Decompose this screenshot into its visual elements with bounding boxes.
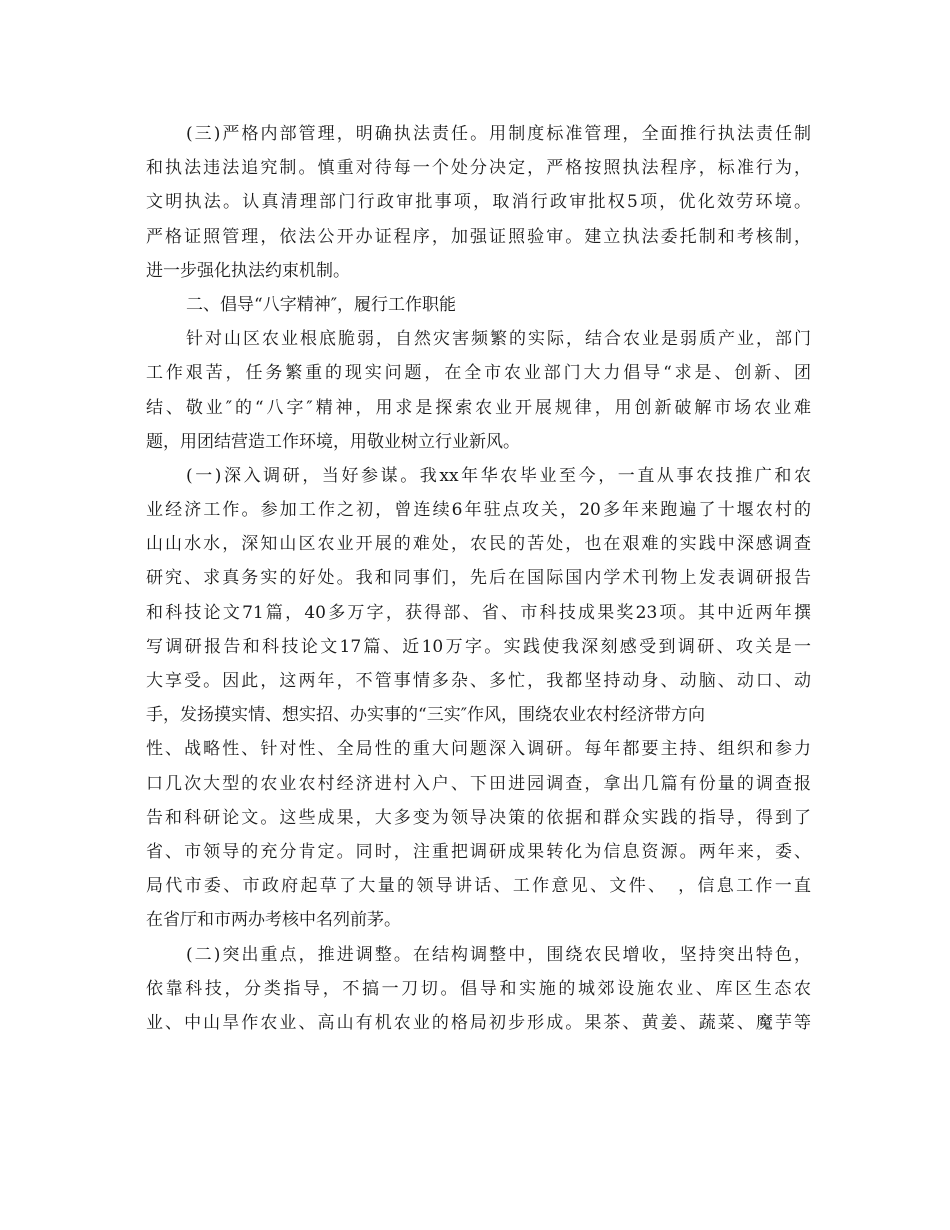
paragraph-4-line-7: 大享受。因此，这两年，不管事情多杂、多忙，我都坚持动身、动脑、动口、动: [146, 671, 811, 691]
paragraph-4-line-13: 局代市委、市政府起草了大量的领导讲话、工作意见、文件、 ，信息工作一直: [146, 876, 811, 897]
paragraph-4-line-14: 在省厅和市两办考核中名列前茅。: [146, 910, 401, 931]
document-body: [146, 117, 811, 1040]
section-heading-2: 二、倡导“八字精神″，履行工作职能: [186, 294, 457, 315]
paragraph-4-line-4: 研究、求真务实的好处。我和同事们，先后在国际国内学术刊物上发表调研报告: [146, 568, 811, 589]
paragraph-1-line-3: 文明执法。认真清理部门行政审批事项，取消行政审批权5项，优化效劳环境。: [146, 192, 811, 213]
paragraph-1-line-4: 严格证照管理，依法公开办证程序，加强证照验审。建立执法委托制和考核制，: [146, 226, 811, 247]
paragraph-4-line-6: 写调研报告和科技论文17篇、近10万字。实践使我深刻感受到调研、攻关是一: [146, 636, 811, 657]
paragraph-3-line-3: 结、敬业″的“八字″精神，用求是探索农业开展规律，用创新破解市场农业难: [146, 397, 811, 418]
paragraph-5-line-1: (二)突出重点，推进调整。在结构调整中，围绕农民增收，坚持突出特色，: [186, 944, 811, 965]
paragraph-5-line-2: 依靠科技，分类指导，不搞一刀切。倡导和实施的城郊设施农业、库区生态农: [146, 978, 811, 999]
paragraph-4-line-9: 性、战略性、针对性、全局性的重大问题深入调研。每年都要主持、组织和参力: [146, 739, 811, 760]
paragraph-4-line-2: 业经济工作。参加工作之初，曾连续6年驻点攻关，20多年来跑遍了十堰农村的: [146, 500, 811, 521]
paragraph-4-line-3: 山山水水，深知山区农业开展的难处，农民的苦处，也在艰难的实践中深感调查: [146, 534, 811, 555]
paragraph-1-line-2: 和执法违法追究制。慎重对待每一个处分决定，严格按照执法程序，标准行为，: [146, 158, 811, 179]
paragraph-4-line-10: 口几次大型的农业农村经济进村入户、下田进园调查，拿出几篇有份量的调查报: [146, 773, 811, 794]
paragraph-1-line-5: 进一步强化执法约束机制。: [146, 260, 350, 281]
paragraph-4-line-5: 和科技论文71篇，40多万字，获得部、省、市科技成果奖23项。其中近两年撰: [146, 602, 811, 623]
paragraph-3-line-1: 针对山区农业根底脆弱，自然灾害频繁的实际，结合农业是弱质产业，部门: [186, 329, 811, 350]
paragraph-1-line-1: (三)严格内部管理，明确执法责任。用制度标准管理，全面推行执法责任制: [186, 124, 811, 144]
paragraph-3-line-2: 工作艰苦，任务繁重的现实问题，在全市农业部门大力倡导“求是、创新、团: [146, 363, 811, 384]
paragraph-4-line-12: 省、市领导的充分肯定。同时，注重把调研成果转化为信息资源。两年来，委、: [146, 841, 811, 862]
paragraph-4-line-1: (一)深入调研，当好参谋。我xx年华农毕业至今，一直从事农技推广和农: [186, 465, 811, 486]
paragraph-4-line-11: 告和科研论文。这些成果，大多变为领导决策的依据和群众实践的指导，得到了: [146, 807, 811, 828]
paragraph-4-line-8: 手，发扬摸实情、想实招、办实事的“三实″作风，围绕农业农村经济带方向: [146, 705, 706, 726]
paragraph-5-line-3: 业、中山旱作农业、高山有机农业的格局初步形成。果茶、黄姜、蔬菜、魔芋等: [146, 1012, 811, 1033]
paragraph-3-line-4: 题，用团结营造工作环境，用敬业树立行业新风。: [146, 431, 520, 452]
